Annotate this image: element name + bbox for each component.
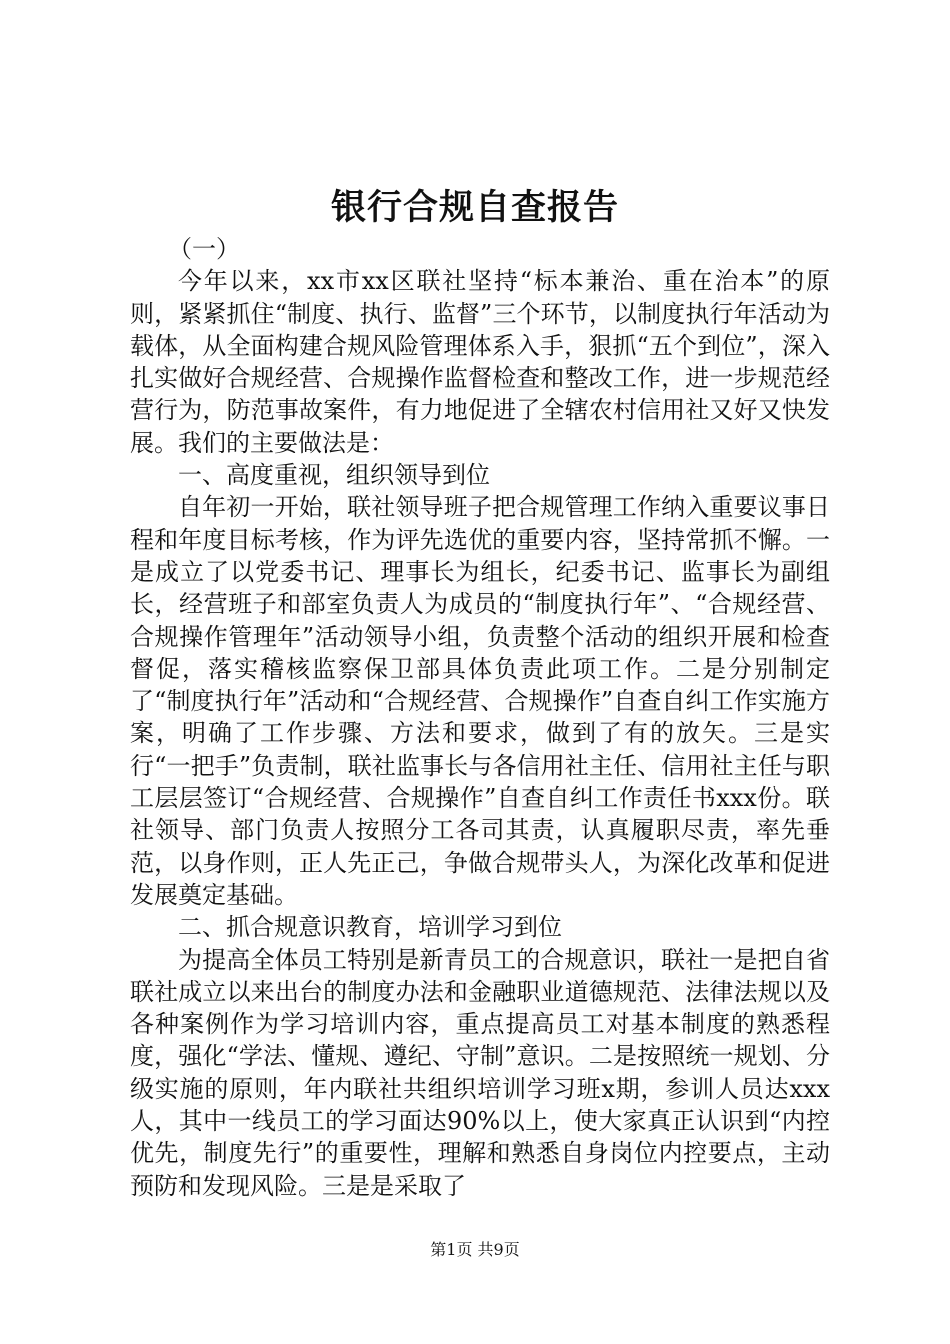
document-title: 银行合规自查报告 <box>330 187 619 228</box>
paragraph-intro: 今年以来，xx市xx区联社坚持“标本兼治、重在治本”的原则，紧紧抓住“制度、执行、监督”三个环节，以制度执行年活动为载体，从全面构建合规风险管理体系入手，狠抓“五个到位”，深入扎实做好合规经营、合规操作监督检查和整改工作，进一步规范经营行为，防范事故案件，有力地促进了全辖农村信用社又好又快发展。我们的主要做法是： <box>130 267 830 457</box>
section-number: （一） <box>168 235 240 263</box>
heading-section-2: 二、抓合规意识教育，培训学习到位 <box>178 913 562 942</box>
paragraph-section-2: 为提高全体员工特别是新青员工的合规意识，联社一是把自省联社成立以来出台的制度办法和金融职业道德规范、法律法规以及各种案例作为学习培训内容，重点提高员工对基本制度的熟悉程度，强化“学法、懂规、遵纪、守制”意识。二是按照统一规划、分级实施的原则，年内联社共组织培训学习班x期，参训人员达xxx人，其中一线员工的学习面达90%以上，使大家真正认识到“内控优先，制度先行”的重要性，理解和熟悉自身岗位内控要点，主动预防和发现风险。三是是采取了 <box>130 945 830 1200</box>
paragraph-section-1: 自年初一开始，联社领导班子把合规管理工作纳入重要议事日程和年度目标考核，作为评先选优的重要内容，坚持常抓不懈。一是成立了以党委书记、理事长为组长，纪委书记、监事长为副组长，经营班子和部室负责人为成员的“制度执行年”、“合规经营、合规操作管理年”活动领导小组，负责整个活动的组织开展和检查督促，落实稽核监察保卫部具体负责此项工作。二是分别制定了“制度执行年”活动和“合规经营、合规操作”自查自纠工作实施方案，明确了工作步骤、方法和要求，做到了有的放矢。三是实行“一把手”负责制，联社监事长与各信用社主任、信用社主任与职工层层签订“合规经营、合规操作”自查自纠工作责任书xxx份。联社领导、部门负责人按照分工各司其责，认真履职尽责，率先垂范，以身作则，正人先正己，争做合规带头人，为深化改革和促进发展奠定基础。 <box>130 493 830 909</box>
document-body <box>130 233 830 1202</box>
heading-section-1: 一、高度重视，组织领导到位 <box>178 461 490 490</box>
page-footer: 第1页 共9页 <box>430 1240 520 1259</box>
